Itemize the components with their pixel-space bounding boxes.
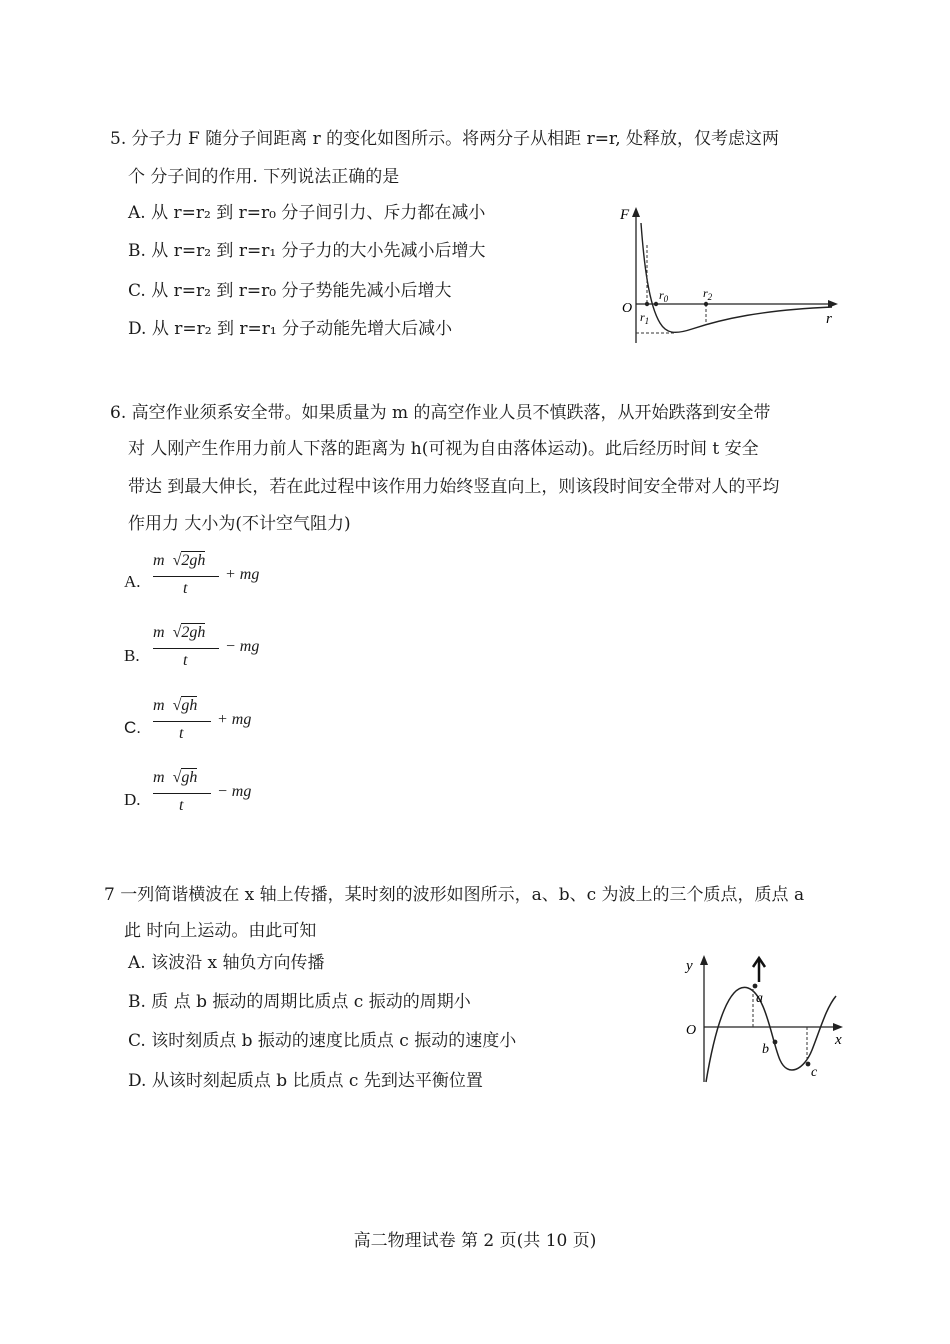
q7-option-d: D. 从该时刻起质点 b 比质点 c 先到达平衡位置 — [128, 1071, 483, 1091]
q7-stem-line1: 7 一列简谐横波在 x 轴上传播，某时刻的波形如图所示，a、b、c 为波上的三个质点，质点 a — [104, 885, 805, 905]
q7-label-c: c — [811, 1065, 818, 1080]
q5-origin-label: O — [622, 301, 633, 316]
q5-stem-line2: 个 分子间的作用. 下列说法正确的是 — [128, 167, 400, 187]
q7-option-b: B. 质 点 b 振动的周期比质点 c 振动的周期小 — [128, 992, 471, 1012]
q5-x-label: r — [826, 311, 832, 327]
q7-label-b: b — [762, 1042, 769, 1057]
q5-r1-label: $r_1$ — [640, 310, 650, 326]
q6-option-b-label: B. — [124, 646, 140, 665]
q7-y-arrow — [700, 955, 708, 965]
q5-force-graph — [612, 205, 842, 350]
q5-r0-label: $r_0$ — [659, 288, 669, 304]
q6-option-d-label: D. — [124, 790, 141, 809]
q7-point-c — [806, 1062, 811, 1067]
q5-option-c: C. 从 r=r₂ 到 r=r₀ 分子势能先减小后增大 — [128, 281, 452, 301]
q7-wave-graph — [680, 952, 850, 1087]
q5-stem-line1: 5. 分子力 F 随分子间距离 r 的变化如图所示。将两分子从相距 r=r, 处释放，仅考虑这两 — [110, 129, 779, 149]
q6-stem-line1: 6. 高空作业须系安全带。如果质量为 m 的高空作业人员不慎跌落，从开始跌落到安全带 — [110, 403, 771, 423]
q7-label-a: a — [756, 991, 763, 1006]
q6-stem-line4: 作用力 大小为(不计空气阻力) — [128, 514, 351, 534]
page-footer: 高二物理试卷 第 2 页(共 10 页) — [353, 1231, 597, 1251]
q6-stem-line3: 带达 到最大伸长，若在此过程中该作用力始终竖直向上，则该段时间安全带对人的平均 — [128, 477, 780, 497]
q5-y-arrow — [632, 207, 640, 217]
q7-point-a — [753, 984, 758, 989]
q5-r2-label: $r_2$ — [703, 286, 713, 302]
q5-r1-point — [645, 302, 649, 306]
q5-option-a: A. 从 r=r₂ 到 r=r₀ 分子间引力、斥力都在减小 — [128, 203, 486, 223]
q6-option-a-label: A. — [124, 572, 141, 591]
q7-y-label: y — [686, 958, 693, 974]
q7-stem-line2: 此 时向上运动。由此可知 — [124, 921, 317, 941]
q7-x-label: x — [835, 1032, 842, 1048]
q5-option-d: D. 从 r=r₂ 到 r=r₁ 分子动能先增大后减小 — [128, 319, 453, 339]
q5-y-label: F — [620, 207, 630, 223]
q7-point-b — [773, 1040, 778, 1045]
q5-force-curve — [641, 223, 832, 332]
q6-stem-line2: 对 人刚产生作用力前人下落的距离为 h(可视为自由落体运动)。此后经历时间 t 安全 — [128, 439, 759, 459]
q7-option-a: A. 该波沿 x 轴负方向传播 — [128, 953, 325, 973]
q5-option-b: B. 从 r=r₂ 到 r=r₁ 分子力的大小先减小后增大 — [128, 241, 486, 261]
q7-origin-label: O — [686, 1023, 697, 1038]
q6-option-c-label: C. — [124, 718, 141, 737]
q5-r2-point — [704, 302, 708, 306]
q7-option-c: C. 该时刻质点 b 振动的速度比质点 c 振动的速度小 — [128, 1031, 517, 1051]
q7-x-arrow — [833, 1023, 843, 1031]
q5-r0-point — [654, 302, 658, 306]
